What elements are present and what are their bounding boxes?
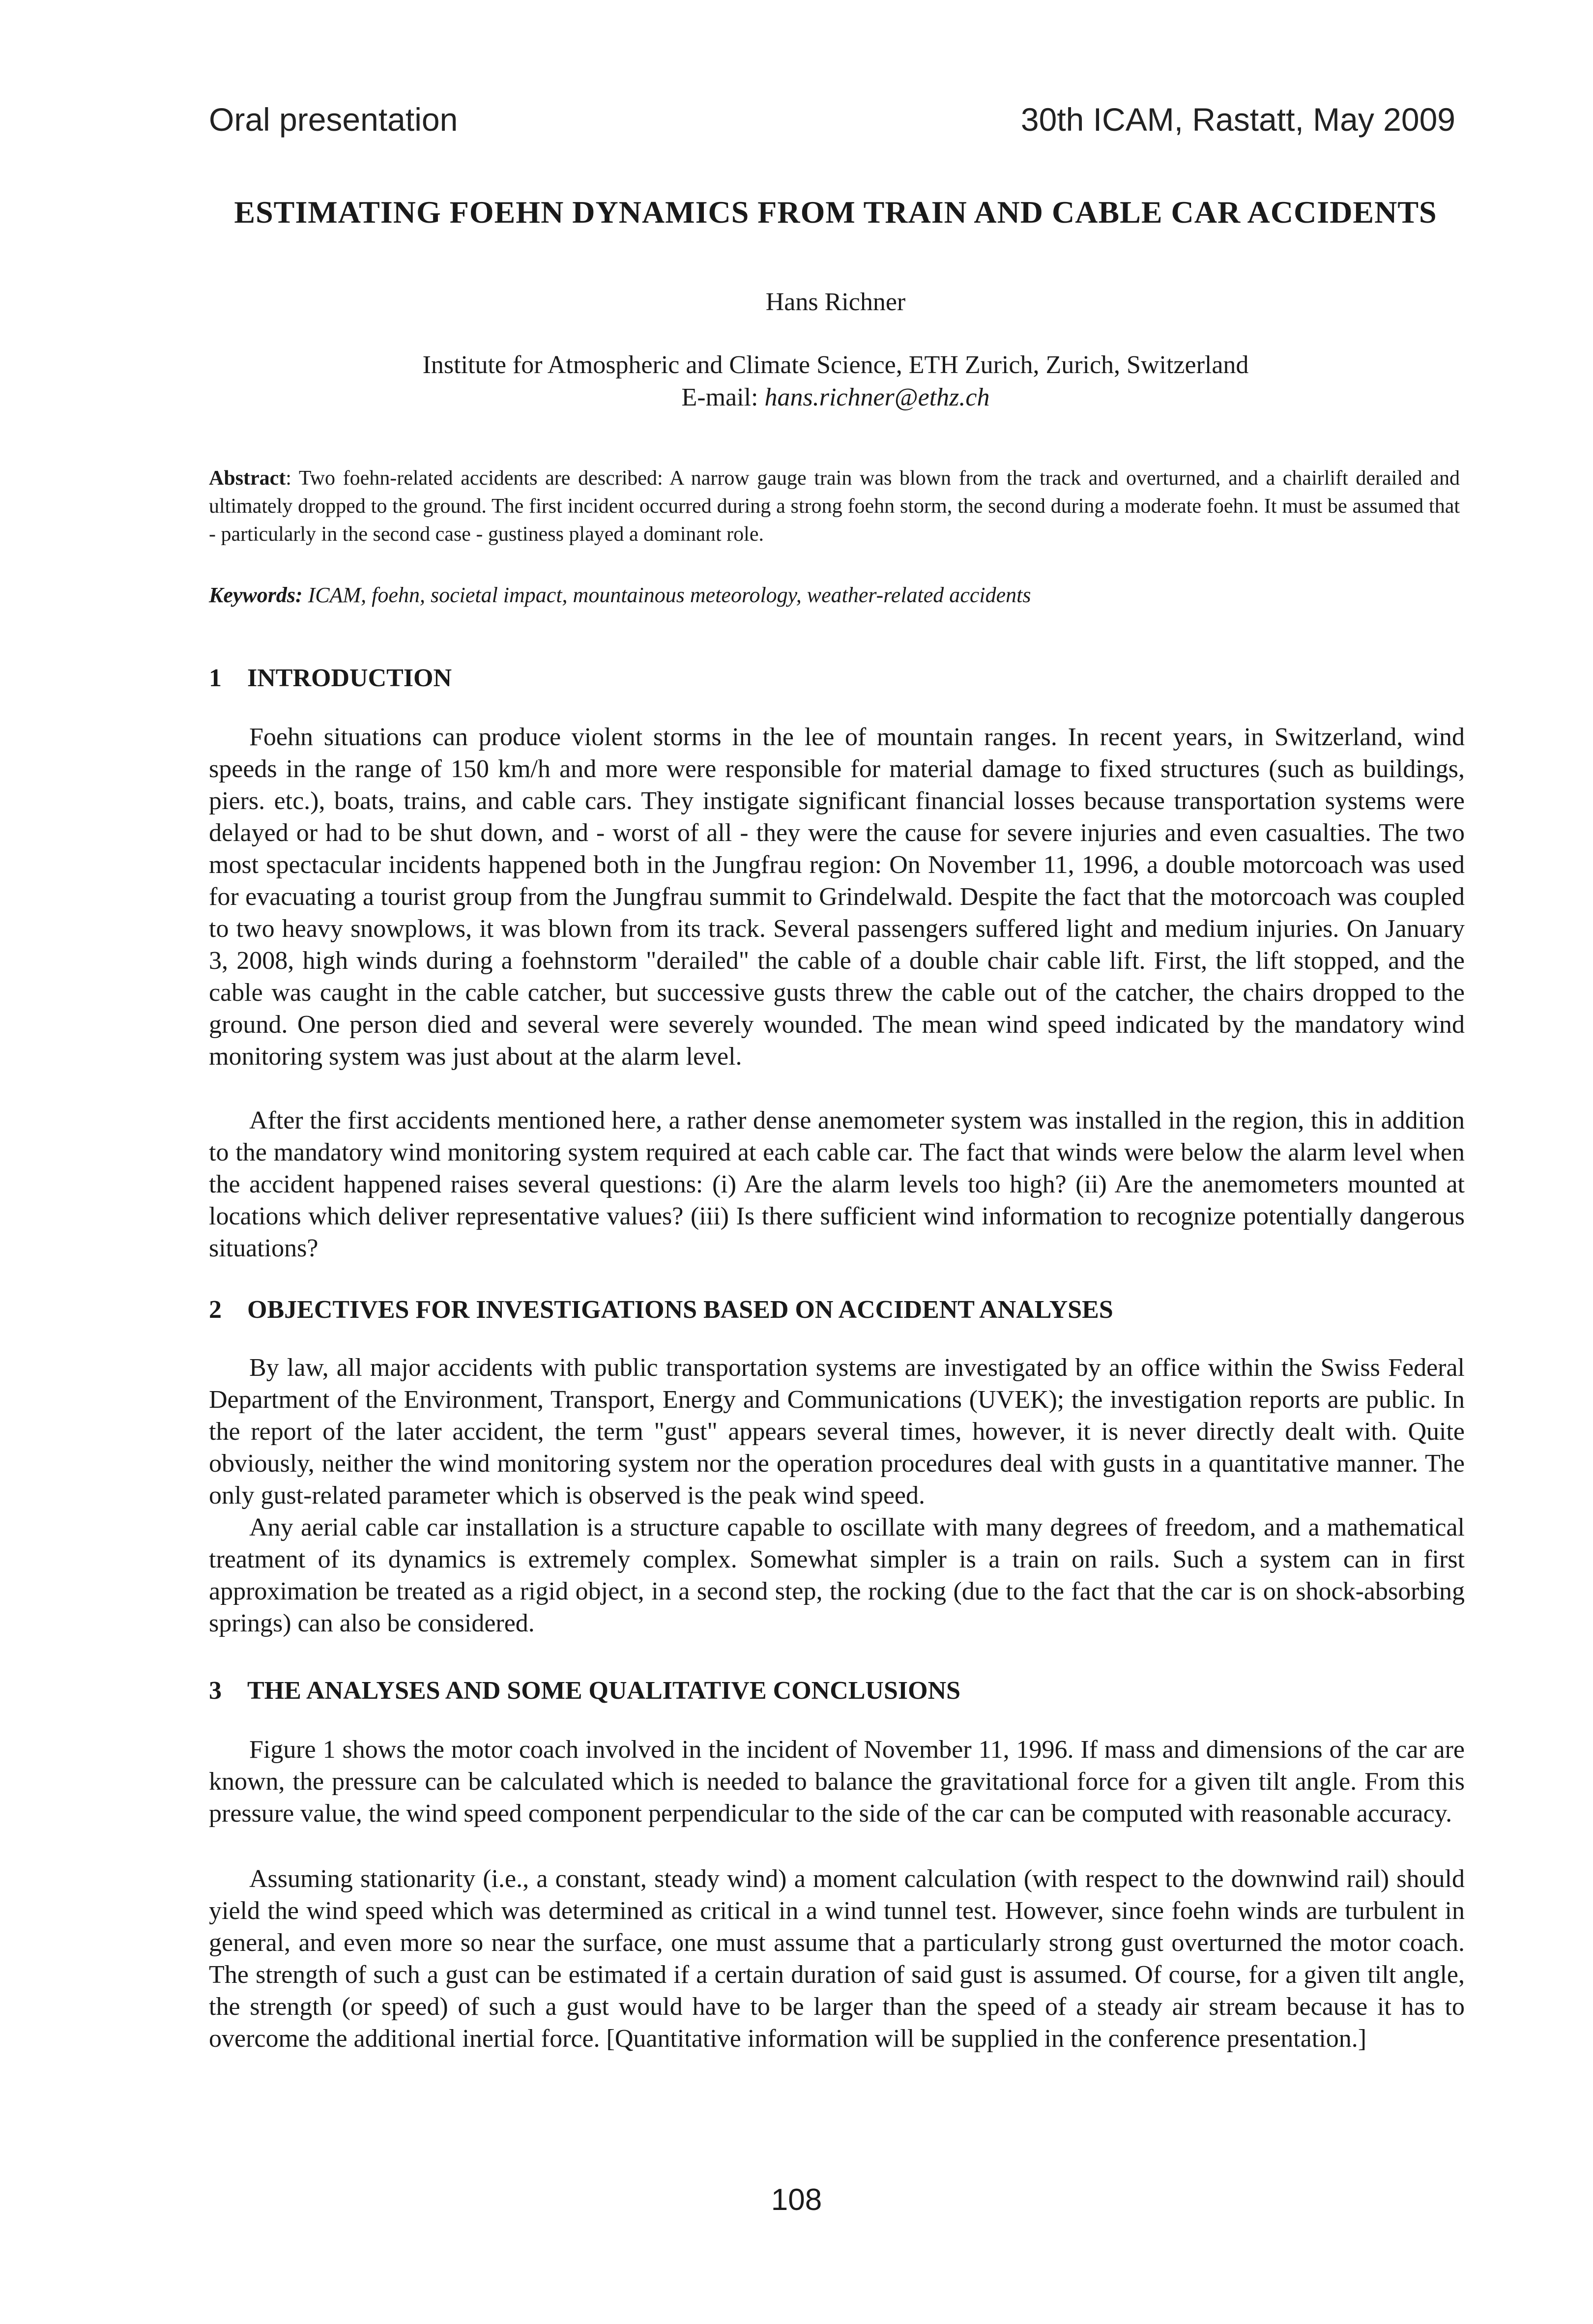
- section-title: INTRODUCTION: [247, 664, 452, 692]
- section-title: OBJECTIVES FOR INVESTIGATIONS BASED ON ACCIDENT ANALYSES: [247, 1296, 1113, 1324]
- body-paragraph: Figure 1 shows the motor coach involved in the incident of November 11, 1996. If mass and dimensions of the car are known, the pressure can be calculated which is needed to balance the gravitational force for a given tilt angle. From this pressure value, the wind speed component perpendicular to the side of the car can be computed with reasonable accuracy.: [209, 1736, 1465, 1828]
- body-paragraph: After the first accidents mentioned here, a rather dense anemometer system was installed in the region, this in addition to the mandatory wind monitoring system required at each cable car. The fact that winds were below the alarm level when the accident happened raises several questions: (i) Are the alarm levels too high? (ii) Are the anemometers mounted at locations which deliver representative values? (iii) Is there sufficient wind information to recognize potentially dangerous situations?: [209, 1106, 1465, 1262]
- affiliation: Institute for Atmospheric and Climate Science, ETH Zurich, Zurich, Switzerland: [422, 351, 1249, 379]
- keywords-text: ICAM, foehn, societal impact, mountainous meteorology, weather-related accidents: [308, 583, 1031, 607]
- section-heading: [209, 1676, 960, 1705]
- section-heading: [209, 664, 452, 693]
- email-label: E-mail:: [681, 383, 758, 411]
- section-number: 3: [209, 1677, 222, 1705]
- section-heading: [209, 1295, 1113, 1324]
- body-paragraph: By law, all major accidents with public transportation systems are investigated by an office within the Swiss Federal Department of the Environment, Transport, Energy and Communications (UVEK); the investigation reports are public. In the report of the later accident, the term "gust" appears several times, however, it is never directly dealt with. Quite obviously, neither the wind monitoring system nor the operation procedures deal with gusts in a quantitative manner. The only gust-related parameter which is observed is the peak wind speed.: [209, 1354, 1465, 1510]
- email-address: hans.richner@ethz.ch: [764, 383, 990, 411]
- section-number: 2: [209, 1296, 222, 1324]
- header-right: 30th ICAM, Rastatt, May 2009: [1020, 101, 1455, 138]
- body-paragraph: Any aerial cable car installation is a structure capable to oscillate with many degrees of freedom, and a mathematical treatment of its dynamics is extremely complex. Somewhat simpler is a train on rails. Such a system can in first approximation be treated as a rigid object, in a second step, the rocking (due to the fact that the car is on shock-absorbing springs) can also be considered.: [209, 1513, 1465, 1637]
- paper-title: ESTIMATING FOEHN DYNAMICS FROM TRAIN AND CABLE CAR ACCIDENTS: [234, 195, 1437, 230]
- body-paragraph: Foehn situations can produce violent storms in the lee of mountain ranges. In recent years, in Switzerland, wind speeds in the range of 150 km/h and more were responsible for material damage to fixed structures (such as buildings, piers. etc.), boats, trains, and cable cars. They instigate significant financial losses because transportation systems were delayed or had to be shut down, and - worst of all - they were the cause for severe injuries and even casualties. The two most spectacular incidents happened both in the Jungfrau region: On November 11, 1996, a double motorcoach was used for evacuating a tourist group from the Jungfrau summit to Grindelwald. Despite the fact that the motorcoach was coupled to two heavy snowplows, it was blown from its track. Several passengers suffered light and medium injuries. On January 3, 2008, high winds during a foehnstorm "derailed" the cable of a double chair cable lift. First, the lift stopped, and the cable was caught in the cable catcher, but successive gusts threw the cable out of the catcher, the chairs dropped to the ground. One person died and several were severely wounded. The mean wind speed indicated by the mandatory wind monitoring system was just about at the alarm level.: [209, 723, 1465, 1071]
- keywords: [209, 582, 1460, 608]
- header-left: Oral presentation: [209, 101, 458, 138]
- affiliation-block: [147, 349, 1524, 414]
- keywords-label: Keywords:: [209, 583, 303, 607]
- page-number: 108: [771, 2183, 822, 2217]
- email-line: [147, 381, 1524, 414]
- section-title: THE ANALYSES AND SOME QUALITATIVE CONCLUSIONS: [247, 1677, 961, 1705]
- abstract-label: Abstract: [209, 467, 286, 490]
- section-number: 1: [209, 664, 222, 692]
- abstract-text: : Two foehn-related accidents are described: A narrow gauge train was blown from the track and overturned, and a chairlift derailed and ultimately dropped to the ground. The first incident occurred during a strong foehn storm, the second during a moderate foehn. It must be assumed that - particularly in the second case - gustiness played a dominant role.: [209, 467, 1460, 546]
- author-name: Hans Richner: [765, 288, 906, 316]
- abstract: [209, 465, 1460, 549]
- body-paragraph: Assuming stationarity (i.e., a constant, steady wind) a moment calculation (with respect to the downwind rail) should yield the wind speed which was determined as critical in a wind tunnel test. However, since foehn winds are turbulent in general, and even more so near the surface, one must assume that a particularly strong gust overturned the motor coach. The strength of such a gust can be estimated if a certain duration of said gust is assumed. Of course, for a given tilt angle, the strength (or speed) of such a gust would have to be larger than the speed of a steady air stream because it has to overcome the additional inertial force. [Quantitative information will be supplied in the conference presentation.]: [209, 1865, 1465, 2053]
